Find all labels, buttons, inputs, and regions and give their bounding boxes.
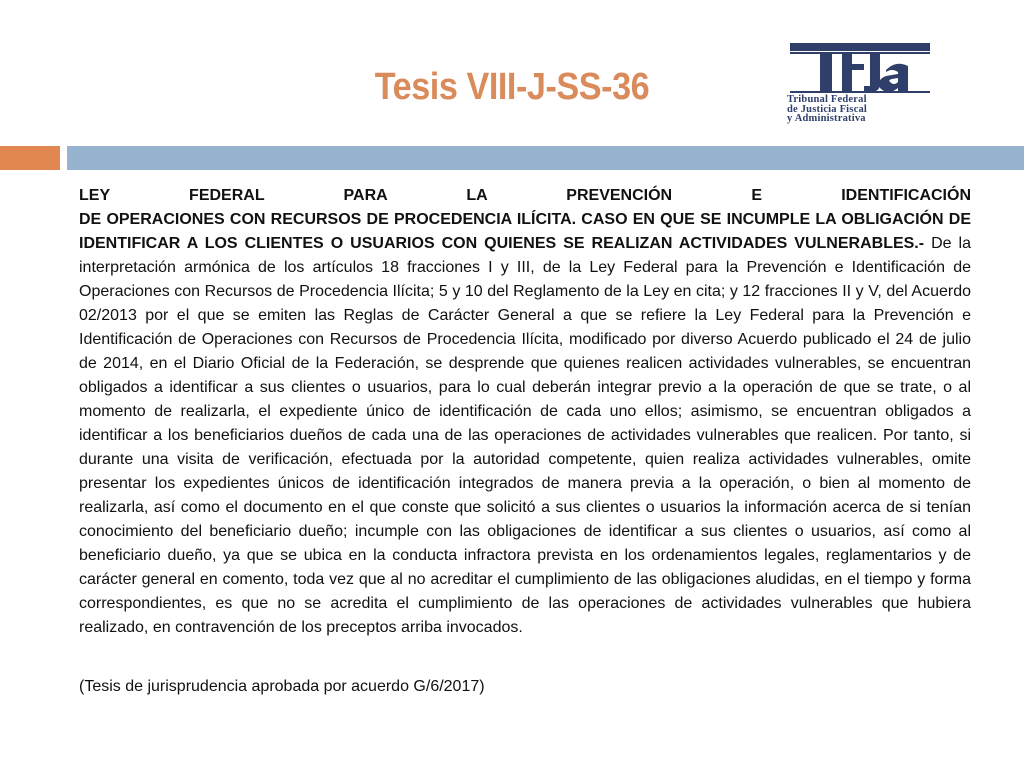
thesis-text: De la interpretación armónica de los artículos 18 fracciones I y III, de la Ley Federal para la Prevención e Identificación de Operaciones con Recursos de Procedencia Ilícita; 5 y 10 del Reglamento de la Ley en cita; y 12 fracciones II y V, del Acuerdo 02/2013 por el que se emiten las Reglas de Carácter General a que se refiere la Ley Federal para la Prevención e Identificación de Operaciones con Recursos de Procedencia Ilícita, modificado por diverso Acuerdo publicado el 24 de julio de 2014, en el Diario Oficial de la Federación, se desprende que quienes realicen actividades vulnerables, se encuentran obligados a identificar a sus clientes o usuarios, para lo cual deberán integrar previo a la operación de que se trate, o al momento de realizarla, el expediente único de identificación de cada uno ellos; asimismo, se encuentran obligados a identificar a los beneficiarios dueños de cada una de las operaciones de actividades vulnerables que realicen. Por tanto, si durante una visita de verificación, efectuada por la autoridad competente, quien realiza actividades vulnerables, omite presentar los expedientes únicos de identificación integrados de manera previa a la operación, o bien al momento de realizarla, así como el documento en el que conste que solicitó a sus clientes o usuarios la información acerca de si tenían conocimiento del beneficiario dueño; incumple con las obligaciones de identificar a sus clientes o usuarios, así como al beneficiario dueño, ya que se ubica en la conducta infractora prevista en los ordenamientos legales, reglamentarios y de carácter general en comento, toda vez que al no acreditar el cumplimiento de las obligaciones aludidas, en el tiempo y forma correspondientes, es que no se acredita el cumplimiento de las operaciones de actividades vulnerables que hubiera realizado, en contravención de los preceptos arriba invocados. xyxy=(79,235,972,636)
tfjfa-logo xyxy=(783,38,936,123)
thesis-heading: DE OPERACIONES CON RECURSOS DE PROCEDENCIA ILÍCITA. CASO EN QUE SE INCUMPLE LA OBLIGACIÓN DE IDENTIFICAR A LOS CLIENTES O USUARIOS CON QUIENES SE REALIZAN ACTIVIDADES VULNERABLES.- xyxy=(79,211,971,252)
logo-caption-line: Tribunal Federal xyxy=(787,94,867,105)
accent-bar-orange xyxy=(0,146,60,170)
logo-caption xyxy=(787,95,935,124)
tfjfa-emblem-icon xyxy=(786,40,934,94)
thesis-body xyxy=(79,184,971,640)
logo-caption-line: de Justicia Fiscal xyxy=(787,103,868,115)
page-title: Tesis VIII-J-SS-36 xyxy=(374,66,650,108)
accent-bar-blue xyxy=(67,146,1024,170)
thesis-citation: (Tesis de jurisprudencia aprobada por acuerdo G/6/2017) xyxy=(79,678,485,695)
logo-caption-line: y Administrativa xyxy=(787,113,866,124)
thesis-heading-first-line: LEY FEDERAL PARA LA PREVENCIÓN E IDENTIFICACIÓN xyxy=(79,187,971,204)
